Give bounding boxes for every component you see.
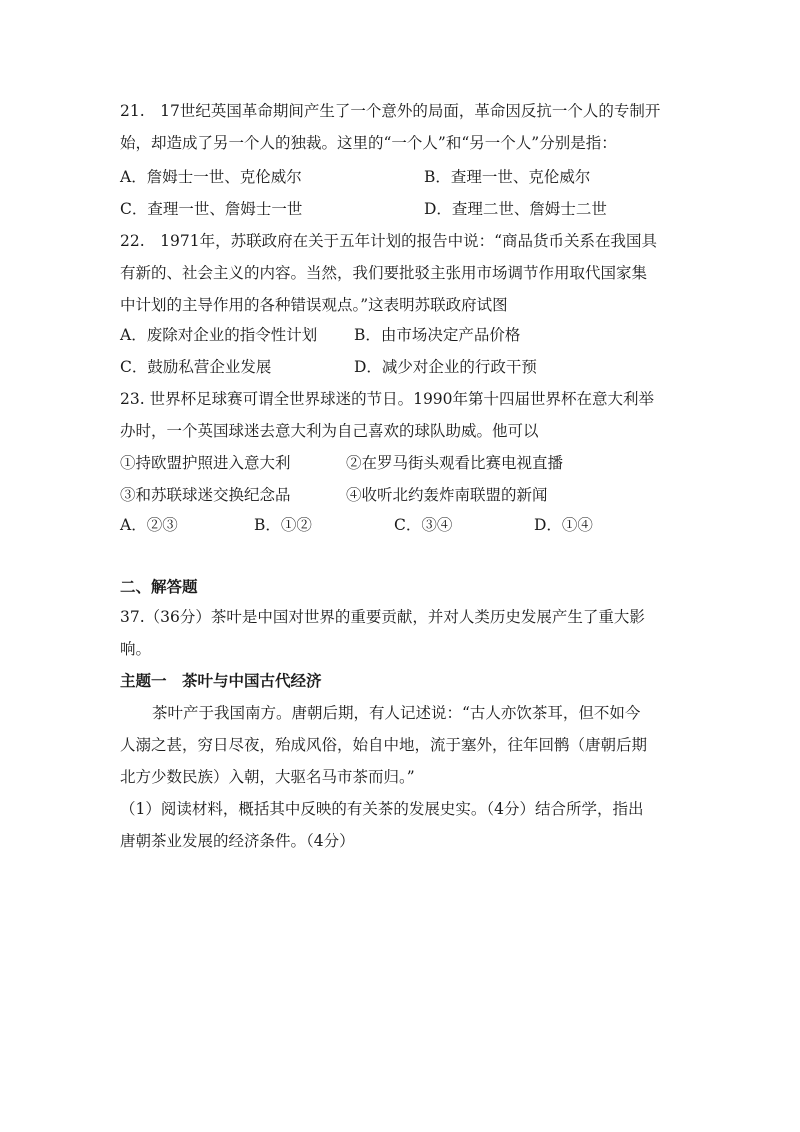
q23-option-d: D．①④ bbox=[534, 516, 593, 534]
q23-option-c: C．③④ bbox=[394, 516, 453, 534]
q21-option-a: A．詹姆士一世、克伦威尔 bbox=[120, 168, 302, 186]
q22-stem-line-3: 中计划的主导作用的各种错误观点。”这表明苏联政府试图 bbox=[120, 296, 508, 314]
q37-material-line-2: 人溺之甚，穷日尽夜，殆成风俗，始自中地，流于塞外，往年回鹘（唐朝后期 bbox=[120, 736, 648, 754]
q23-stem-line-2: 办时，一个英国球迷去意大利为自己喜欢的球队助威。他可以 bbox=[120, 422, 539, 440]
q37-theme-heading: 主题一 茶叶与中国古代经济 bbox=[120, 672, 322, 690]
q23-option-b: B．①② bbox=[254, 516, 312, 534]
q23-stem-line-1: 23. 世界杯足球赛可谓全世界球迷的节日。1990年第十四届世界杯在意大利举 bbox=[120, 390, 655, 408]
q22-option-d: D．减少对企业的行政干预 bbox=[354, 358, 537, 376]
q21-stem-line-1: 21. 17世纪英国革命期间产生了一个意外的局面，革命因反抗一个人的专制开 bbox=[120, 102, 661, 120]
q23-item-2: ②在罗马街头观看比赛电视直播 bbox=[346, 454, 564, 472]
q22-stem-line-1: 22. 1971年，苏联政府在关于五年计划的报告中说：“商品货币关系在我国具 bbox=[120, 232, 658, 250]
q22-option-c: C．鼓励私营企业发展 bbox=[120, 358, 272, 376]
q21-option-d: D．查理二世、詹姆士二世 bbox=[424, 200, 607, 218]
q23-option-a: A．②③ bbox=[120, 516, 178, 534]
q37-material-line-1: 茶叶产于我国南方。唐朝后期，有人记述说：“古人亦饮茶耳，但不如今 bbox=[152, 704, 641, 722]
q37-sub1-line-1: （1）阅读材料，概括其中反映的有关茶的发展史实。（4分）结合所学，指出 bbox=[120, 800, 644, 818]
section-title: 二、解答题 bbox=[120, 578, 198, 596]
q37-sub1-line-2: 唐朝茶业发展的经济条件。（4分） bbox=[120, 832, 355, 850]
q22-option-a: A．废除对企业的指令性计划 bbox=[120, 326, 318, 344]
q23-item-4: ④收听北约轰炸南联盟的新闻 bbox=[346, 486, 548, 504]
q23-item-1: ①持欧盟护照进入意大利 bbox=[120, 454, 291, 472]
q37-stem-line-1: 37.（36分）茶叶是中国对世界的重要贡献，并对人类历史发展产生了重大影 bbox=[120, 608, 645, 626]
q37-material-line-3: 北方少数民族）入朝，大驱名马市茶而归。” bbox=[120, 768, 415, 786]
q21-option-c: C．查理一世、詹姆士一世 bbox=[120, 200, 303, 218]
q23-item-3: ③和苏联球迷交换纪念品 bbox=[120, 486, 291, 504]
q22-option-b: B．由市场决定产品价格 bbox=[354, 326, 521, 344]
q21-stem-line-2: 始，却造成了另一个人的独裁。这里的“一个人”和“另一个人”分别是指： bbox=[120, 134, 617, 152]
q37-stem-line-2: 响。 bbox=[120, 640, 152, 658]
q21-option-b: B．查理一世、克伦威尔 bbox=[424, 168, 591, 186]
q22-stem-line-2: 有新的、社会主义的内容。当然，我们要批驳主张用市场调节作用取代国家集 bbox=[120, 264, 648, 282]
